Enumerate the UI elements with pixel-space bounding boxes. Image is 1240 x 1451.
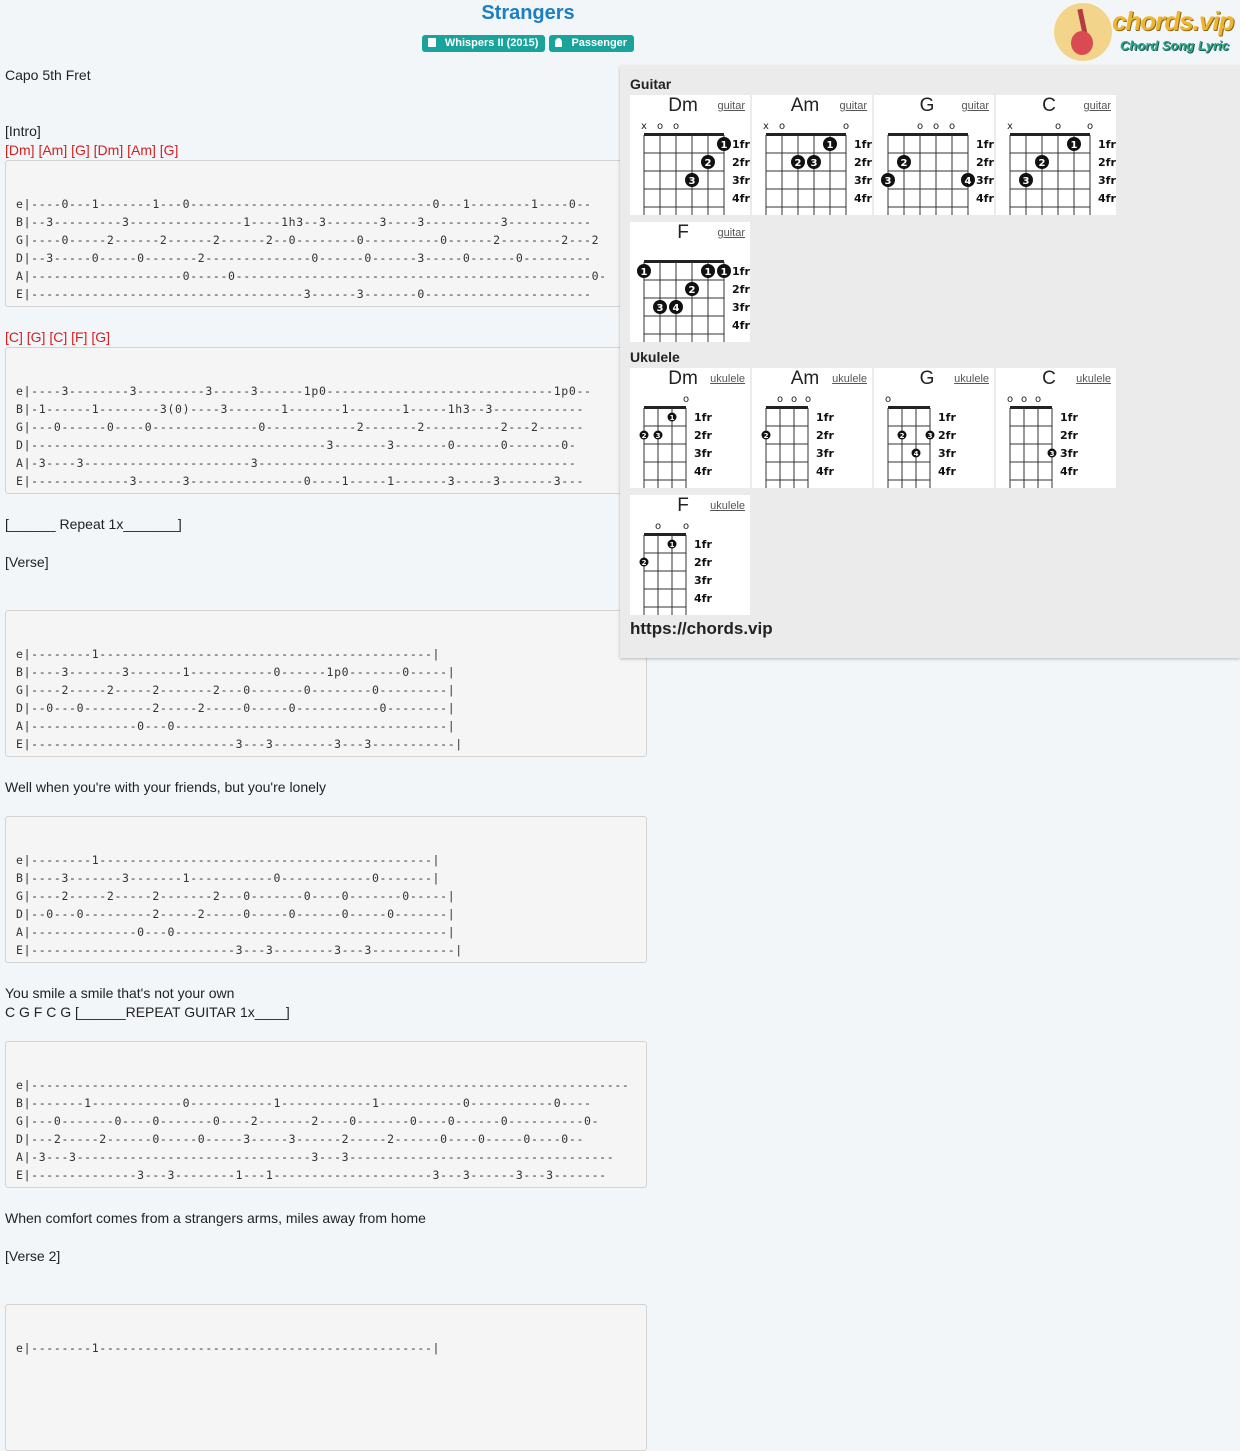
fret-label: 2fr [854, 156, 872, 169]
fret-label: 4fr [732, 192, 750, 205]
chord-line[interactable]: [C] [G] [C] [F] [G] [5, 329, 111, 345]
fret-label: 2fr [816, 429, 834, 442]
fret-label: 4fr [976, 192, 994, 205]
tab-text: e|--------1--------------------------------------------| B|----3-------3-------1-----------0------1p0-------0-----| G|----2-----2-----2-------2---0-------0--------0---------| D|--0---0---------2-----2-----0-----0-----------0--------| A|--------------0---0------------------------------------| E|---------------------------3---3--------3---3-----------| [16, 647, 463, 751]
ukulele-chord-c[interactable] [996, 368, 1116, 488]
chord-diagram [630, 222, 750, 342]
chord-diagram [630, 495, 750, 615]
chord-diagram [630, 95, 750, 215]
nut [644, 260, 724, 263]
open-string-mark: o [948, 121, 956, 132]
artist-label: Passenger [571, 37, 628, 49]
tab-block [5, 816, 647, 963]
open-string-mark: o [1054, 121, 1062, 132]
nut [888, 406, 930, 409]
fret-label: 1fr [976, 138, 994, 151]
fret-label: 1fr [694, 411, 712, 424]
chord-name: G [919, 368, 935, 389]
section-label: [Verse 2] [5, 1248, 61, 1264]
chord-name: Dm [668, 368, 698, 389]
ukulele-chord-g[interactable] [874, 368, 994, 488]
artist-badge[interactable] [549, 35, 634, 52]
open-string-mark: o [654, 521, 662, 532]
fret-label: 3fr [1060, 447, 1078, 460]
tab-text: e|----3--------3---------3-----3------1p0------------------------------1p0-- B|-1------1--------3(0)----3-------1-------1-------1-----1h3--3------------ G|---0------0----0--------------0------------2-------2----------2---2------ D|---------------------------------------3-------3-------0------0-------0- A|-3----3----------------------3------------------------------------------ E|-------------3------3---------------0----1-----1-------3-----3-------3--- [16, 384, 592, 488]
finger-number: 3 [655, 432, 661, 440]
fret-label: 4fr [854, 192, 872, 205]
nut [644, 533, 686, 536]
finger-number: 2 [900, 158, 908, 169]
open-string-mark: o [778, 121, 786, 132]
finger-number: 2 [763, 432, 769, 440]
album-label: Whispers II (2015) [444, 37, 539, 49]
open-string-mark: o [682, 394, 690, 405]
chord-name: Am [790, 95, 820, 116]
fret-label: 4fr [732, 319, 750, 332]
fret-label: 4fr [1060, 465, 1078, 478]
open-string-mark: o [672, 121, 680, 132]
chord-name: F [677, 222, 689, 243]
finger-number: 4 [913, 450, 919, 458]
finger-number: 2 [688, 285, 696, 296]
fret-label: 2fr [938, 429, 956, 442]
chord-name: F [677, 495, 689, 516]
open-string-mark: o [1006, 394, 1014, 405]
tab-block [5, 347, 647, 494]
open-string-mark: o [656, 121, 664, 132]
logo-name: chords.vip [1112, 6, 1234, 36]
chord-name: Dm [668, 95, 698, 116]
open-string-mark: o [884, 394, 892, 405]
guitar-chord-am[interactable] [752, 95, 872, 215]
finger-number: 2 [1038, 158, 1046, 169]
album-badge[interactable] [422, 35, 546, 52]
finger-number: 3 [688, 176, 696, 187]
lyric-line: C G F C G [______REPEAT GUITAR 1x____] [5, 1004, 290, 1020]
guitar-chord-f[interactable] [630, 222, 750, 342]
ukulele-chord-dm[interactable] [630, 368, 750, 488]
person-icon [555, 38, 562, 47]
chord-line[interactable]: [Dm] [Am] [G] [Dm] [Am] [G] [5, 142, 179, 158]
fret-label: 2fr [732, 283, 750, 296]
guitar-chord-c[interactable] [996, 95, 1116, 215]
fret-label: 1fr [732, 265, 750, 278]
open-string-mark: o [932, 121, 940, 132]
chord-diagram-panel [620, 66, 1240, 658]
open-string-mark: o [916, 121, 924, 132]
tab-text: e|----0---1-------1---0--------------------------------0---1--------1----0-- B|--3---------3---------------1----1h3--3-------3----3----------3----------- G|----0-----2------2------2------2--0--------0----------0------2--------2---2 D|--3-----0-----0-------2--------------0------0------3-----0------0--------- A|--------------------0-----0-----------------------------------------------0- E|------------------------------------3------3-------0---------------------- [16, 197, 607, 301]
song-badges [0, 35, 1056, 52]
fret-label: 1fr [732, 138, 750, 151]
finger-number: 2 [641, 559, 647, 567]
finger-number: 1 [669, 414, 675, 422]
fret-label: 3fr [1098, 174, 1116, 187]
fret-label: 3fr [816, 447, 834, 460]
chord-name: Am [790, 368, 820, 389]
finger-number: 1 [669, 541, 675, 549]
fret-label: 2fr [732, 156, 750, 169]
chord-diagram [996, 95, 1116, 215]
nut [1010, 133, 1090, 136]
nut [644, 133, 724, 136]
guitar-heading: Guitar [630, 76, 672, 92]
chord-diagram [752, 368, 872, 488]
fret-label: 3fr [938, 447, 956, 460]
lyric-line: You smile a smile that's not your own [5, 985, 235, 1001]
fret-label: 3fr [976, 174, 994, 187]
open-string-mark: o [1034, 394, 1042, 405]
instrument-link[interactable]: ukulele [710, 500, 745, 512]
open-string-mark: o [804, 394, 812, 405]
finger-number: 3 [656, 303, 664, 314]
finger-number: 1 [720, 140, 728, 151]
chord-diagram [874, 368, 994, 488]
nut [644, 406, 686, 409]
finger-number: 1 [704, 267, 712, 278]
fret-label: 1fr [816, 411, 834, 424]
fret-label: 2fr [1098, 156, 1116, 169]
song-title: Strangers [481, 2, 575, 24]
open-string-mark: o [790, 394, 798, 405]
book-icon [428, 38, 436, 47]
instrument-link[interactable]: ukulele [954, 373, 989, 385]
section-label: [Intro] [5, 123, 41, 139]
fret-label: 3fr [854, 174, 872, 187]
fret-label: 4fr [1098, 192, 1116, 205]
guitar-logo-icon [1054, 3, 1112, 61]
capo-line: Capo 5th Fret [5, 67, 91, 83]
instrument-link[interactable]: guitar [961, 100, 989, 112]
chord-diagram [874, 95, 994, 215]
finger-number: 3 [810, 158, 818, 169]
lyric-line: Well when you're with your friends, but you're lonely [5, 779, 327, 795]
open-string-mark: o [1086, 121, 1094, 132]
ukulele-chord-am[interactable] [752, 368, 872, 488]
fret-label: 4fr [816, 465, 834, 478]
fret-label: 4fr [938, 465, 956, 478]
fret-label: 2fr [694, 556, 712, 569]
chord-name: G [919, 95, 935, 116]
fret-label: 1fr [1098, 138, 1116, 151]
chord-name: C [1042, 368, 1056, 389]
repeat-line: [______ Repeat 1x_______] [5, 516, 182, 532]
ukulele-chord-f[interactable] [630, 495, 750, 615]
tab-block [5, 1041, 647, 1188]
nut [766, 406, 808, 409]
tab-text: e|--------1--------------------------------------------| [16, 1341, 441, 1355]
lyric-line: When comfort comes from a strangers arms, miles away from home [5, 1210, 426, 1226]
finger-number: 3 [927, 432, 933, 440]
finger-number: 1 [1070, 140, 1078, 151]
instrument-link[interactable]: guitar [1083, 100, 1111, 112]
finger-number: 3 [1022, 176, 1030, 187]
fret-label: 1fr [1060, 411, 1078, 424]
nut [1010, 406, 1052, 409]
finger-number: 4 [672, 303, 680, 314]
fret-label: 3fr [732, 174, 750, 187]
fret-label: 1fr [854, 138, 872, 151]
fret-label: 4fr [694, 465, 712, 478]
chord-diagram [996, 368, 1116, 488]
tab-text: e|--------1--------------------------------------------| B|----3-------3-------1-----------0------------0-------| G|----2-----2-----2-------2---0-------0----0-------0-----| D|--0---0---------2-----2-----0-----0------0-----0-------| A|--------------0---0------------------------------------| E|---------------------------3---3--------3---3-----------| [16, 853, 463, 957]
open-string-mark: o [842, 121, 850, 132]
fret-label: 3fr [732, 301, 750, 314]
finger-number: 3 [884, 176, 892, 187]
finger-number: 1 [720, 267, 728, 278]
nut [766, 133, 846, 136]
fret-label: 1fr [938, 411, 956, 424]
fret-label: 2fr [694, 429, 712, 442]
tab-block [5, 1304, 647, 1451]
instrument-link[interactable]: ukulele [1076, 373, 1111, 385]
instrument-link[interactable]: guitar [717, 227, 745, 239]
finger-number: 2 [641, 432, 647, 440]
logo-tagline: Chord Song Lyric [1120, 38, 1230, 53]
chord-diagram [752, 95, 872, 215]
chord-name: C [1042, 95, 1056, 116]
finger-number: 1 [826, 140, 834, 151]
muted-string-mark: x [641, 121, 647, 132]
open-string-mark: o [776, 394, 784, 405]
fret-label: 2fr [976, 156, 994, 169]
finger-number: 3 [1049, 450, 1055, 458]
finger-number: 1 [640, 267, 648, 278]
section-label: [Verse] [5, 554, 49, 570]
tab-block [5, 160, 647, 307]
instrument-link[interactable]: guitar [839, 100, 867, 112]
fret-label: 3fr [694, 447, 712, 460]
guitar-chord-g[interactable] [874, 95, 994, 215]
instrument-link[interactable]: ukulele [832, 373, 867, 385]
finger-number: 2 [794, 158, 802, 169]
open-string-mark: o [682, 521, 690, 532]
ukulele-heading: Ukulele [630, 349, 680, 365]
site-url[interactable]: https://chords.vip [630, 619, 773, 638]
site-logo[interactable] [1054, 3, 1234, 63]
tab-block [5, 610, 647, 757]
guitar-chord-dm[interactable] [630, 95, 750, 215]
finger-number: 2 [899, 432, 905, 440]
open-string-mark: o [1020, 394, 1028, 405]
muted-string-mark: x [763, 121, 769, 132]
fret-label: 3fr [694, 574, 712, 587]
finger-number: 2 [704, 158, 712, 169]
tab-text: e|------------------------------------------------------------------------------- B|-------1------------0-----------1------------1-----------0-----------0---- G|---0-------0----0-------0----2-------2----0-------0----0------0----------0- D|---2-----2------0-----0-----3-----3------2-----2------0----0-----0----0-- A|-3---3-------------------------------3---3----------------------------------- E|--------------3---3--------1---1---------------------3---3------3---3------- [16, 1078, 630, 1182]
muted-string-mark: x [1007, 121, 1013, 132]
fret-label: 2fr [1060, 429, 1078, 442]
instrument-link[interactable]: guitar [717, 100, 745, 112]
fret-label: 1fr [694, 538, 712, 551]
instrument-link[interactable]: ukulele [710, 373, 745, 385]
fret-label: 4fr [694, 592, 712, 605]
chord-diagram [630, 368, 750, 488]
nut [888, 133, 968, 136]
finger-number: 4 [964, 176, 972, 187]
